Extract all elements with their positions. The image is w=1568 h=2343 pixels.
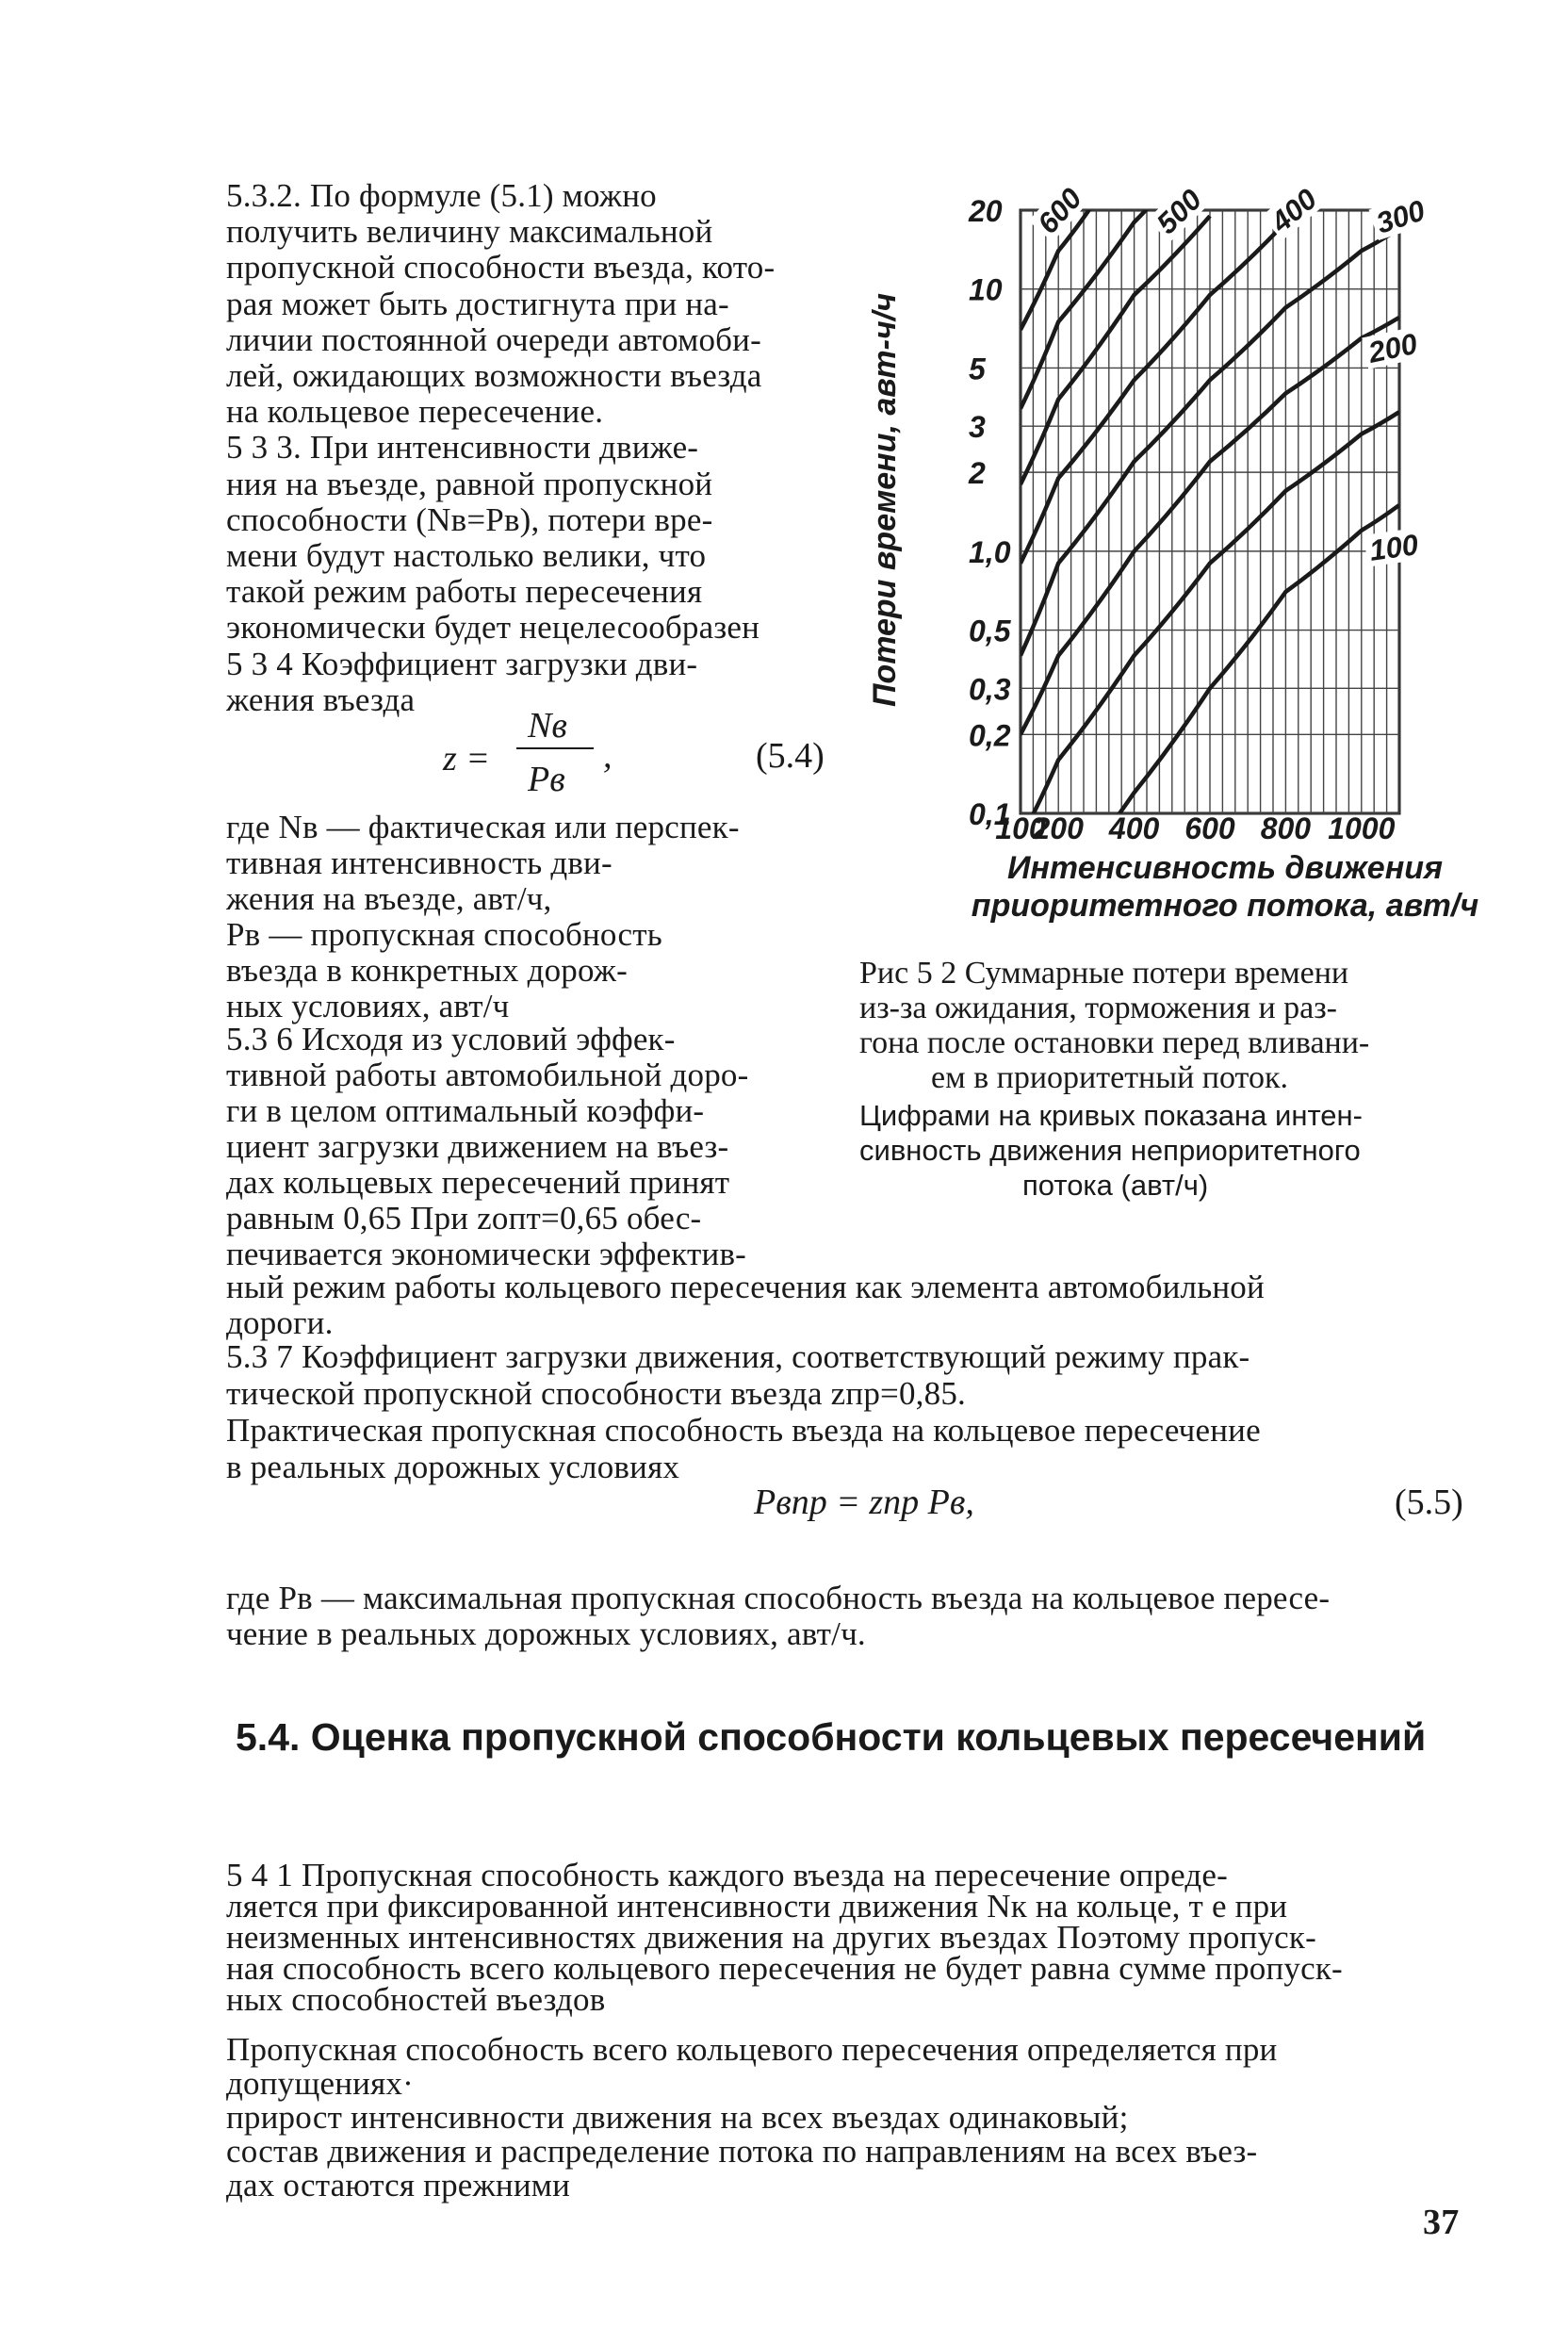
y-tick-label: 0,5 [969, 614, 1011, 648]
y-tick-label: 10 [969, 272, 1003, 307]
caption-line: Цифрами на кривых показана интен- [859, 1099, 1363, 1132]
equation-number-5-5: (5.5) [1395, 1483, 1463, 1522]
y-tick-label: 0,1 [969, 797, 1011, 831]
text-line: Практическая пропускная способность въезда на кольцевое пересечение [226, 1412, 1261, 1449]
x-tick-label: 1000 [1328, 811, 1396, 845]
curve-label-100: 100 [1367, 528, 1421, 567]
text-line: тивной работы автомобильной доро- [226, 1057, 749, 1093]
y-tick-label: 0,2 [969, 718, 1011, 753]
text-line: допущениях· [226, 2065, 414, 2102]
x-tick-label: 200 [1033, 811, 1084, 845]
curve-label-300: 300 [1372, 193, 1429, 240]
y-tick-label: 3 [969, 410, 986, 445]
text-line: 5.3.2. По формуле (5.1) можно [226, 177, 657, 214]
definition-line: ных условиях, авт/ч [226, 988, 510, 1024]
curve-label-200: 200 [1365, 326, 1421, 369]
page-number: 37 [1423, 2203, 1460, 2242]
text-line: экономически будет нецелесообразен [226, 609, 760, 647]
x-tick-label: 600 [1184, 811, 1235, 845]
text-line: мени будут настолько велики, что [226, 537, 707, 574]
text-line: лей, ожидающих возможности въезда [226, 357, 762, 394]
text-line: в реальных дорожных условиях [226, 1449, 680, 1485]
text-line: на кольцевое пересечение. [226, 393, 604, 431]
text-line: печивается экономически эффектив- [226, 1236, 747, 1272]
text-line: Пропускная способность всего кольцевого пересечения определяется при [226, 2031, 1278, 2068]
text-line: 5 3 4 Коэффициент загрузки дви- [226, 645, 698, 682]
x-axis-label-line2: приоритетного потока, авт/ч [971, 888, 1479, 924]
text-line: получить величину максимальной [226, 213, 713, 251]
curve-label-600: 600 [1031, 181, 1088, 240]
curve-label-500: 500 [1150, 182, 1209, 241]
text-line: циент загрузки движением на въез- [226, 1128, 729, 1165]
formula-tail: , [603, 736, 612, 776]
text-line: способности (Nв=Pв), потери вре- [226, 500, 713, 538]
curve-label-400: 400 [1265, 182, 1324, 239]
definition-line: тивная интенсивность дви- [226, 844, 612, 881]
text-line: дороги. [226, 1304, 334, 1341]
chart [848, 179, 1489, 971]
text-line: 5.3 6 Исходя из условий эффек- [226, 1021, 676, 1057]
text-line: личии постоянной очереди автомоби- [226, 320, 761, 358]
text-line: 5 3 3. При интенсивности движе- [226, 429, 699, 467]
text-line: чение в реальных дорожных условиях, авт/ч. [226, 1615, 866, 1652]
y-tick-label: 1,0 [969, 534, 1011, 569]
y-tick-label: 20 [969, 194, 1003, 228]
text-line: равным 0,65 При zопт=0,65 обес- [226, 1200, 702, 1237]
fraction-bar [516, 747, 594, 749]
text-line: прирост интенсивности движения на всех въездах одинаковый; [226, 2099, 1129, 2136]
definition-line: въезда в конкретных дорож- [226, 952, 629, 989]
formula-lhs: z = [443, 739, 490, 778]
y-tick-label: 0,3 [969, 672, 1011, 707]
equation-number: (5.4) [756, 736, 825, 776]
definition-line: где Nв — фактическая или перспек- [226, 809, 740, 845]
text-line: неизменных интенсивностях движения на других въездах Поэтому пропуск- [226, 1919, 1316, 1956]
text-line: ный режим работы кольцевого пересечения как элемента автомобильной [226, 1269, 1265, 1305]
caption-line: Рис 5 2 Суммарные потери времени [859, 956, 1349, 991]
text-line: жения въезда [226, 680, 416, 718]
text-line: где Pв — максимальная пропускная способность въезда на кольцевое пересе- [226, 1580, 1331, 1616]
caption-line: сивность движения неприоритетного [859, 1134, 1361, 1167]
text-line: ния на въезде, равной пропускной [226, 465, 713, 502]
series-line-500 [1021, 222, 1285, 564]
text-line: дах кольцевых пересечений принят [226, 1164, 730, 1201]
definition-line: жения на въезде, авт/ч, [226, 880, 552, 917]
text-line: рая может быть достигнута при на- [226, 285, 729, 322]
text-line: тической пропускной способности въезда zпр=0,85. [226, 1375, 966, 1412]
text-line: ных способностей въездов [226, 1981, 606, 2018]
text-line: такой режим работы пересечения [226, 573, 703, 611]
text-line: пропускной способности въезда, кото- [226, 249, 776, 287]
definition-line: Pв — пропускная способность [226, 916, 662, 953]
text-line: состав движения и распределение потока по направлениям на всех въез- [226, 2133, 1258, 2170]
section-heading: 5.4. Оценка пропускной способности кольцевых пересечений [236, 1715, 1427, 1759]
text-line: дах остаются прежними [226, 2167, 571, 2204]
formula-numerator: Nв [528, 706, 567, 746]
formula-5-5-body: Pвпр = zпр Pв, [754, 1483, 974, 1522]
y-tick-label: 5 [969, 352, 986, 386]
caption-line: ем в приоритетный поток. [931, 1060, 1288, 1095]
text-line: 5.3 7 Коэффициент загрузки движения, соответствующий режиму прак- [226, 1338, 1250, 1375]
x-tick-label: 100 [995, 811, 1046, 845]
y-axis-label: Потери времени, авт-ч/ч [867, 292, 903, 707]
text-line: 5 4 1 Пропускная способность каждого въезда на пересечение опреде- [226, 1857, 1228, 1893]
text-line: ная способность всего кольцевого пересечения не будет равна сумме пропуск- [226, 1950, 1343, 1987]
formula-denominator: Pв [528, 760, 565, 799]
text-line: ляется при фиксированной интенсивности движения Nк на кольце, т е при [226, 1888, 1288, 1925]
y-tick-label: 2 [969, 456, 986, 491]
caption-line: потока (авт/ч) [1022, 1169, 1209, 1202]
x-axis-label-line1: Интенсивность движения [1006, 850, 1444, 886]
text-line: ги в целом оптимальный коэффи- [226, 1092, 705, 1129]
caption-line: гона после остановки перед вливани- [859, 1025, 1370, 1060]
x-tick-label: 800 [1260, 811, 1312, 845]
caption-line: из-за ожидания, торможения и раз- [859, 991, 1337, 1025]
x-tick-label: 400 [1108, 811, 1160, 845]
